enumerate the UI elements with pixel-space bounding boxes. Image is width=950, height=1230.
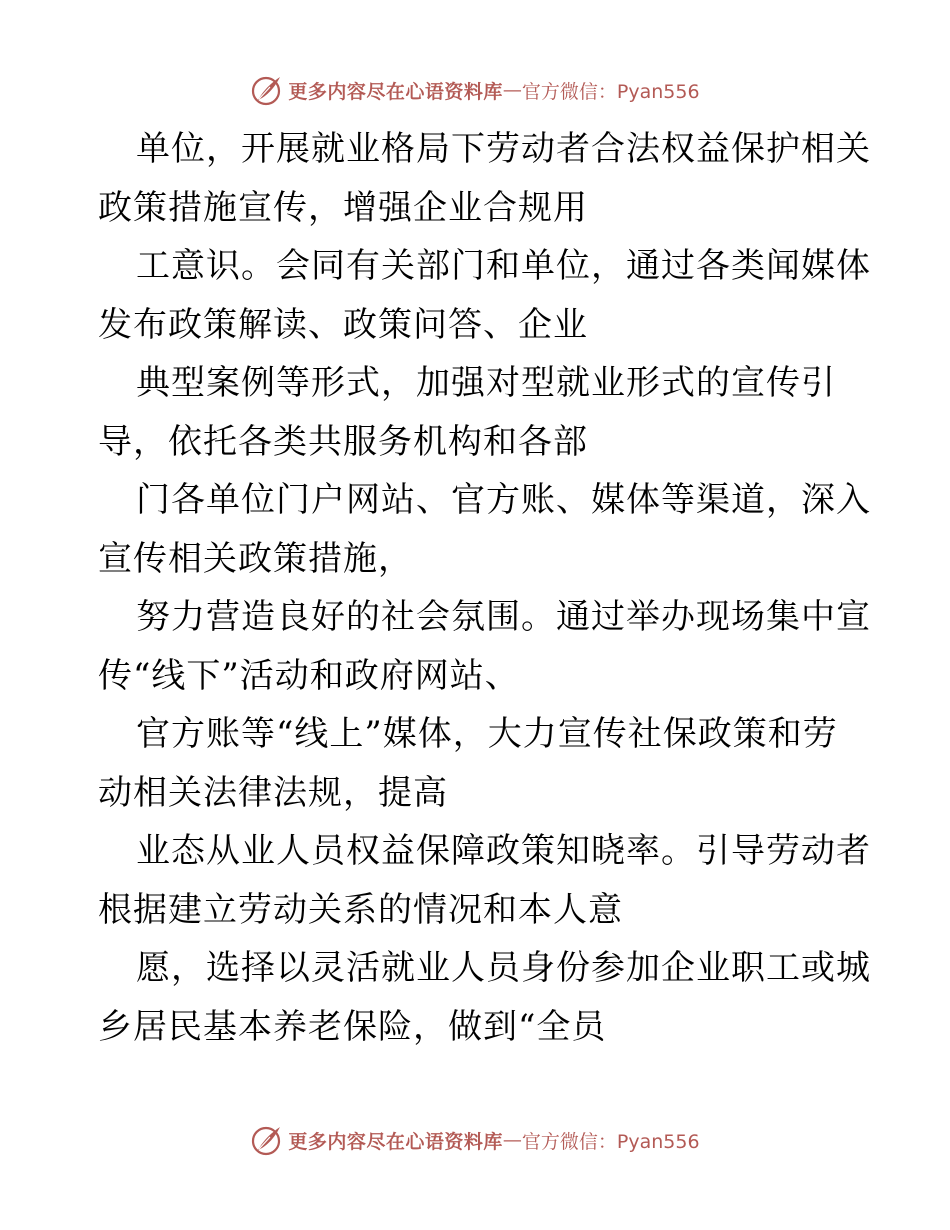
watermark-title: 更多内容尽在心语资料库 [288, 80, 503, 103]
paragraph [98, 120, 871, 237]
paragraph [98, 471, 871, 588]
paragraph-line: 宣传相关政策措施， [98, 538, 413, 579]
paragraph [98, 354, 858, 471]
paragraph-line: 典型案例等形式，加强对型就业形式的宣传引 [136, 363, 836, 403]
header-watermark [0, 70, 950, 110]
watermark-title: 更多内容尽在心语资料库 [288, 1130, 503, 1153]
paragraph [98, 939, 871, 1056]
paragraph [98, 705, 858, 822]
watermark-contact: 官方微信：Pyan556 [521, 1130, 700, 1153]
document-body [98, 120, 871, 1056]
paragraph-line: 政策措施宣传，增强企业合规用 [98, 187, 588, 228]
paragraph-line: 官方账等“线上”媒体，大力宣传社保政策和劳 [136, 714, 838, 754]
watermark-dash: — [502, 79, 522, 101]
paragraph-line: 乡居民基本养老保险，做到“全员 [98, 1006, 607, 1047]
paragraph-line: 传“线下”活动和政府网站、 [98, 655, 520, 696]
paragraph-line: 业态从业人员权益保障政策知晓率。引导劳动者 [136, 831, 871, 871]
paragraph-line: 发布政策解读、政策问答、企业 [98, 304, 588, 345]
watermark-contact: 官方微信：Pyan556 [521, 80, 700, 103]
paragraph-line: 门各单位门户网站、官方账、媒体等渠道，深入 [136, 480, 871, 520]
quill-pen-logo-icon [250, 1123, 284, 1157]
paragraph-line: 动相关法律法规，提高 [98, 772, 448, 813]
paragraph-line: 愿，选择以灵活就业人员身份参加企业职工或城 [136, 948, 871, 988]
paragraph-line: 根据建立劳动关系的情况和本人意 [98, 889, 623, 930]
quill-pen-logo-icon [250, 73, 284, 107]
paragraph [98, 237, 871, 354]
paragraph-line: 工意识。会同有关部门和单位，通过各类闻媒体 [136, 246, 871, 286]
paragraph-line: 导，依托各类共服务机构和各部 [98, 421, 588, 462]
paragraph-line: 努力营造良好的社会氛围。通过举办现场集中宣 [136, 597, 871, 637]
watermark-dash: — [502, 1129, 522, 1151]
paragraph-line: 单位，开展就业格局下劳动者合法权益保护相关 [136, 129, 871, 169]
footer-watermark [0, 1120, 950, 1160]
paragraph [98, 588, 871, 705]
paragraph [98, 822, 871, 939]
